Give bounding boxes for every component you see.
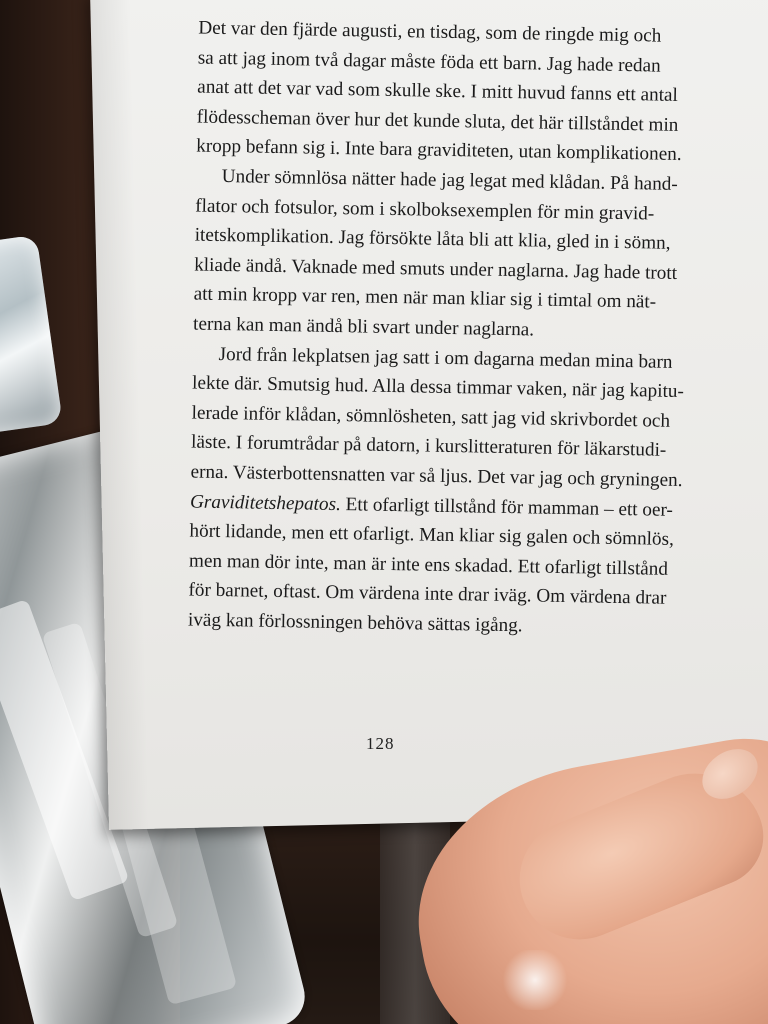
paragraph-1 bbox=[196, 14, 746, 172]
text-line: flödesscheman över hur det kunde sluta, det här tillståndet min bbox=[196, 106, 679, 136]
text-line: erna. Västerbottensnatten var så ljus. Det var jag och gryningen. bbox=[190, 461, 683, 491]
text-line: terna kan man ändå bli svart under naglarna. bbox=[192, 313, 535, 341]
light-reflection bbox=[500, 950, 570, 1010]
paragraph-2 bbox=[193, 161, 744, 348]
page-number: 128 bbox=[366, 734, 395, 753]
text-line: kropp befann sig i. Inte bara graviditeten, utan komplikationen. bbox=[196, 135, 682, 166]
text-line: Under sömnlösa nätter hade jag legat med klådan. På hand- bbox=[221, 165, 678, 195]
paragraph-3 bbox=[190, 339, 740, 497]
text-line: för barnet, oftast. Om värdena inte drar iväg. Om värdena drar bbox=[188, 579, 667, 610]
text-line: Det var den fjärde augusti, en tisdag, som de ringde mig och bbox=[198, 17, 662, 47]
text-fragment: Ett ofarligt tillstånd för mamman – ett oer- bbox=[340, 493, 674, 521]
text-line: men man dör inte, man är inte ens skadad. Ett ofarligt tillstånd bbox=[188, 550, 669, 580]
text-line: Jord från lekplatsen jag satt i om dagarna medan mina barn bbox=[218, 343, 673, 373]
text-line: anat att det var vad som skulle ske. I mitt huvud fanns ett antal bbox=[197, 76, 679, 107]
text-line: läste. I forumtrådar på datorn, i kurslitteraturen för läkarstudi- bbox=[190, 431, 667, 462]
text-line: kliade ändå. Vaknade med smuts under naglarna. Jag hade trott bbox=[193, 254, 678, 284]
italic-term: Graviditetshepatos. bbox=[189, 490, 342, 515]
text-line: att min kropp var ren, men när man kliar sig i timtal om nät- bbox=[193, 283, 657, 313]
text-line: sa att jag inom två dagar måste föda ett barn. Jag hade redan bbox=[197, 47, 661, 77]
text-line: itetskomplikation. Jag försökte låta bli att klia, gled in i sömn, bbox=[194, 224, 671, 254]
book-page bbox=[90, 0, 768, 830]
text-line: lerade inför klådan, sömnlösheten, satt jag vid skrivbordet och bbox=[191, 402, 671, 432]
text-line: iväg kan förlossningen behöva sättas igång. bbox=[187, 609, 523, 637]
text-line: lekte där. Smutsig hud. Alla dessa timmar vaken, när jag kapitu- bbox=[191, 372, 685, 403]
paragraph-4 bbox=[188, 487, 738, 645]
text-line: hört lidande, men ett ofarligt. Man kliar sig galen och sömnlös, bbox=[189, 520, 675, 551]
page-body-text bbox=[188, 14, 747, 645]
text-line: flator och fotsulor, som i skolboksexemplen för min gravid- bbox=[195, 195, 655, 225]
